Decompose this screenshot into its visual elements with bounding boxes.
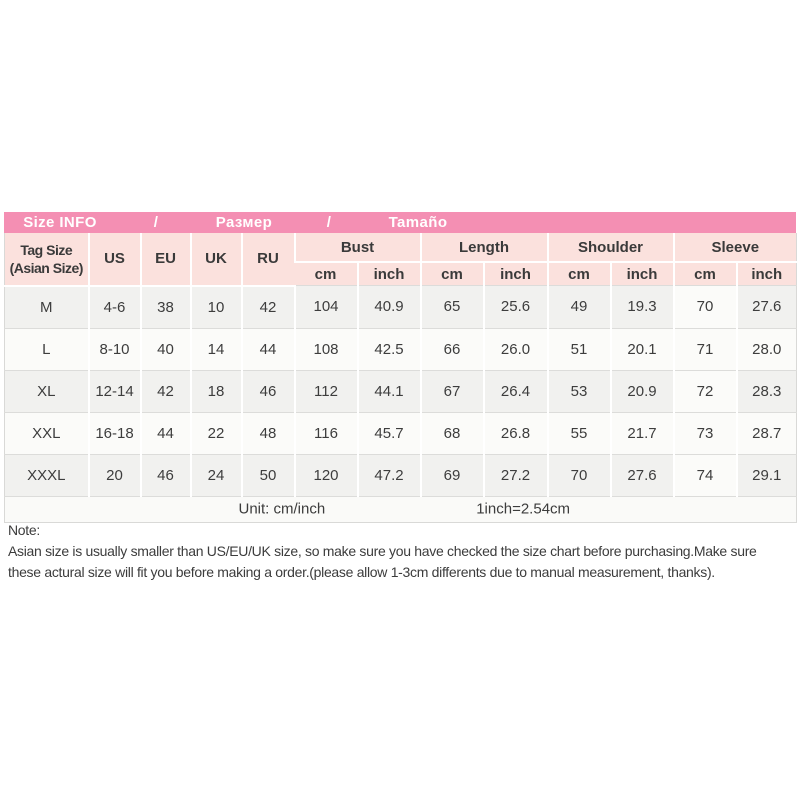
size-value-cell: 51	[548, 328, 611, 370]
size-value-cell: 28.3	[737, 370, 797, 412]
tag-size-cell: XL	[5, 370, 89, 412]
note-line: these actural size will fit you before making a order.(please allow 1-3cm differents due to manual measurement, thanks).	[8, 564, 715, 580]
tag-size-cell: XXL	[5, 412, 89, 454]
size-value-cell: 53	[548, 370, 611, 412]
inch-conversion-label: 1inch=2.54cm	[476, 500, 571, 518]
length-cm-header: cm	[421, 262, 484, 286]
banner-title-ru: Размер	[215, 213, 273, 231]
length-group-header: Length	[421, 233, 548, 262]
note-heading: Note:	[8, 522, 40, 538]
size-value-cell: 65	[421, 286, 484, 329]
uk-column-header: UK	[191, 233, 242, 286]
tag-size-cell: XXXL	[5, 454, 89, 496]
size-value-cell: 50	[242, 454, 295, 496]
eu-column-header: EU	[141, 233, 191, 286]
size-value-cell: 74	[674, 454, 737, 496]
size-value-cell: 108	[295, 328, 358, 370]
size-value-cell: 40	[141, 328, 191, 370]
size-value-cell: 72	[674, 370, 737, 412]
size-table	[4, 233, 797, 523]
banner-separator: /	[153, 213, 159, 231]
size-value-cell: 25.6	[484, 286, 548, 329]
size-value-cell: 16-18	[89, 412, 141, 454]
note-block	[8, 520, 757, 583]
size-value-cell: 27.6	[611, 454, 674, 496]
size-value-cell: 70	[674, 286, 737, 329]
size-value-cell: 12-14	[89, 370, 141, 412]
size-value-cell: 29.1	[737, 454, 797, 496]
size-value-cell: 26.8	[484, 412, 548, 454]
size-value-cell: 68	[421, 412, 484, 454]
tag-size-line2: (Asian Size)	[9, 259, 83, 276]
size-value-cell: 104	[295, 286, 358, 329]
size-value-cell: 18	[191, 370, 242, 412]
size-value-cell: 71	[674, 328, 737, 370]
size-info-banner	[4, 212, 796, 233]
size-value-cell: 4-6	[89, 286, 141, 329]
table-row	[5, 286, 797, 329]
tag-size-cell: L	[5, 328, 89, 370]
ru-column-header: RU	[242, 233, 295, 286]
table-row	[5, 412, 797, 454]
size-value-cell: 14	[191, 328, 242, 370]
size-value-cell: 69	[421, 454, 484, 496]
unit-label: Unit: cm/inch	[238, 500, 326, 518]
size-value-cell: 44	[242, 328, 295, 370]
table-row	[5, 370, 797, 412]
tag-size-header	[5, 233, 89, 286]
table-row	[5, 454, 797, 496]
size-value-cell: 28.0	[737, 328, 797, 370]
size-value-cell: 20	[89, 454, 141, 496]
size-value-cell: 38	[141, 286, 191, 329]
size-value-cell: 20.1	[611, 328, 674, 370]
length-inch-header: inch	[484, 262, 548, 286]
footer-row	[5, 496, 797, 522]
bust-inch-header: inch	[358, 262, 421, 286]
table-row	[5, 328, 797, 370]
size-value-cell: 8-10	[89, 328, 141, 370]
size-value-cell: 20.9	[611, 370, 674, 412]
size-value-cell: 42.5	[358, 328, 421, 370]
size-value-cell: 40.9	[358, 286, 421, 329]
size-table-body	[5, 286, 797, 497]
size-table-header	[5, 233, 797, 286]
size-value-cell: 112	[295, 370, 358, 412]
size-value-cell: 10	[191, 286, 242, 329]
size-value-cell: 26.0	[484, 328, 548, 370]
size-value-cell: 28.7	[737, 412, 797, 454]
size-value-cell: 46	[242, 370, 295, 412]
size-value-cell: 66	[421, 328, 484, 370]
header-group-row	[5, 233, 797, 262]
note-line: Asian size is usually smaller than US/EU/UK size, so make sure you have checked the size chart before purchasing.Make sure	[8, 543, 757, 559]
size-value-cell: 42	[141, 370, 191, 412]
size-value-cell: 24	[191, 454, 242, 496]
size-value-cell: 47.2	[358, 454, 421, 496]
size-value-cell: 46	[141, 454, 191, 496]
size-value-cell: 73	[674, 412, 737, 454]
size-value-cell: 120	[295, 454, 358, 496]
size-value-cell: 44	[141, 412, 191, 454]
footer-cell	[5, 496, 797, 522]
size-value-cell: 44.1	[358, 370, 421, 412]
banner-separator: /	[326, 213, 332, 231]
shoulder-inch-header: inch	[611, 262, 674, 286]
size-value-cell: 26.4	[484, 370, 548, 412]
size-value-cell: 42	[242, 286, 295, 329]
size-value-cell: 27.6	[737, 286, 797, 329]
size-table-footer	[5, 496, 797, 522]
sleeve-inch-header: inch	[737, 262, 797, 286]
us-column-header: US	[89, 233, 141, 286]
tag-size-line1: Tag Size	[20, 241, 73, 258]
tag-size-cell: M	[5, 286, 89, 329]
size-value-cell: 55	[548, 412, 611, 454]
size-value-cell: 49	[548, 286, 611, 329]
banner-title-es: Tamaño	[388, 213, 448, 231]
size-value-cell: 45.7	[358, 412, 421, 454]
bust-cm-header: cm	[295, 262, 358, 286]
size-value-cell: 48	[242, 412, 295, 454]
size-chart	[4, 212, 796, 523]
size-value-cell: 19.3	[611, 286, 674, 329]
banner-title-en: Size INFO	[23, 213, 97, 231]
bust-group-header: Bust	[295, 233, 421, 262]
shoulder-group-header: Shoulder	[548, 233, 674, 262]
sleeve-cm-header: cm	[674, 262, 737, 286]
sleeve-group-header: Sleeve	[674, 233, 797, 262]
shoulder-cm-header: cm	[548, 262, 611, 286]
size-value-cell: 116	[295, 412, 358, 454]
size-value-cell: 27.2	[484, 454, 548, 496]
size-value-cell: 67	[421, 370, 484, 412]
size-value-cell: 21.7	[611, 412, 674, 454]
size-value-cell: 22	[191, 412, 242, 454]
size-value-cell: 70	[548, 454, 611, 496]
